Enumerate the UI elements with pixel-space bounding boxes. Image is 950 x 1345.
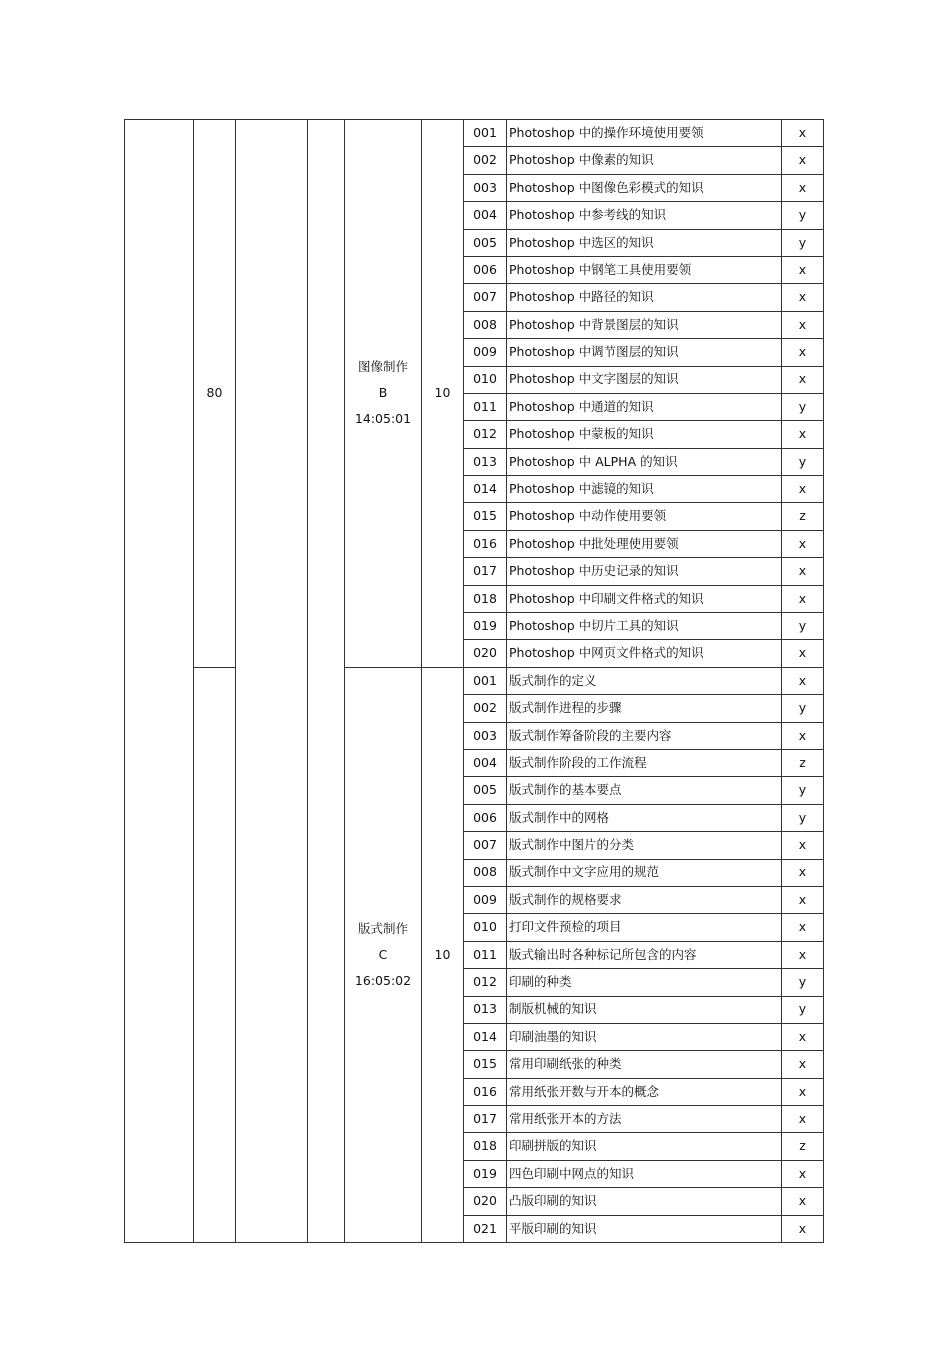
item-level: y	[782, 448, 824, 475]
item-level: x	[782, 640, 824, 667]
item-code: 004	[464, 202, 507, 229]
item-code: 019	[464, 613, 507, 640]
item-code: 010	[464, 366, 507, 393]
item-description: Photoshop 中批处理使用要领	[507, 530, 782, 557]
item-level: x	[782, 1051, 824, 1078]
item-description: Photoshop 中参考线的知识	[507, 202, 782, 229]
item-level: x	[782, 174, 824, 201]
item-code: 020	[464, 1188, 507, 1215]
blank-column-1	[125, 120, 194, 1243]
section-time: 14:05:01	[354, 411, 412, 427]
item-description: Photoshop 中动作使用要领	[507, 503, 782, 530]
section-code: B	[378, 385, 388, 401]
item-level: y	[782, 969, 824, 996]
item-description: 常用印刷纸张的种类	[507, 1051, 782, 1078]
item-code: 020	[464, 640, 507, 667]
section-weight-cell: 10	[422, 667, 464, 1242]
item-level: x	[782, 339, 824, 366]
item-code: 014	[464, 1023, 507, 1050]
item-description: 版式制作阶段的工作流程	[507, 749, 782, 776]
item-description: 版式制作进程的步骤	[507, 695, 782, 722]
item-description: 版式制作的基本要点	[507, 777, 782, 804]
item-description: 版式制作筹备阶段的主要内容	[507, 722, 782, 749]
item-code: 010	[464, 914, 507, 941]
item-level: y	[782, 202, 824, 229]
item-code: 005	[464, 777, 507, 804]
item-level: x	[782, 366, 824, 393]
item-code: 006	[464, 804, 507, 831]
item-description: Photoshop 中 ALPHA 的知识	[507, 448, 782, 475]
item-code: 011	[464, 941, 507, 968]
item-description: 版式制作的规格要求	[507, 886, 782, 913]
item-level: x	[782, 832, 824, 859]
item-code: 016	[464, 1078, 507, 1105]
item-level: x	[782, 120, 824, 147]
section-weight-cell: 10	[422, 120, 464, 668]
item-description: 版式制作中图片的分类	[507, 832, 782, 859]
item-code: 012	[464, 969, 507, 996]
item-code: 017	[464, 558, 507, 585]
item-description: 版式输出时各种标记所包含的内容	[507, 941, 782, 968]
item-description: 常用纸张开本的方法	[507, 1106, 782, 1133]
item-description: Photoshop 中选区的知识	[507, 229, 782, 256]
item-description: Photoshop 中蒙板的知识	[507, 421, 782, 448]
item-description: 印刷的种类	[507, 969, 782, 996]
section-code: C	[378, 946, 388, 962]
item-code: 008	[464, 859, 507, 886]
item-level: y	[782, 393, 824, 420]
item-level: x	[782, 1215, 824, 1242]
item-level: y	[782, 804, 824, 831]
item-level: x	[782, 530, 824, 557]
score-cell: 80	[194, 120, 236, 668]
item-code: 012	[464, 421, 507, 448]
item-code: 017	[464, 1106, 507, 1133]
item-description: 平版印刷的知识	[507, 1215, 782, 1242]
section-label-cell	[345, 120, 422, 668]
item-description: Photoshop 中钢笔工具使用要领	[507, 256, 782, 283]
table-row	[125, 667, 824, 694]
item-code: 018	[464, 585, 507, 612]
item-code: 005	[464, 229, 507, 256]
item-description: Photoshop 中历史记录的知识	[507, 558, 782, 585]
item-description: 四色印刷中网点的知识	[507, 1160, 782, 1187]
item-level: y	[782, 613, 824, 640]
item-description: Photoshop 中路径的知识	[507, 284, 782, 311]
item-code: 009	[464, 886, 507, 913]
item-level: x	[782, 421, 824, 448]
item-level: y	[782, 996, 824, 1023]
item-code: 001	[464, 120, 507, 147]
item-description: Photoshop 中网页文件格式的知识	[507, 640, 782, 667]
item-code: 018	[464, 1133, 507, 1160]
item-level: x	[782, 147, 824, 174]
item-level: x	[782, 1106, 824, 1133]
item-code: 004	[464, 749, 507, 776]
table-row	[125, 120, 824, 147]
item-code: 003	[464, 174, 507, 201]
item-description: 印刷油墨的知识	[507, 1023, 782, 1050]
item-level: x	[782, 256, 824, 283]
item-level: x	[782, 558, 824, 585]
item-code: 016	[464, 530, 507, 557]
item-code: 021	[464, 1215, 507, 1242]
item-description: 版式制作中文字应用的规范	[507, 859, 782, 886]
item-level: x	[782, 941, 824, 968]
item-code: 003	[464, 722, 507, 749]
item-code: 014	[464, 476, 507, 503]
item-level: z	[782, 749, 824, 776]
item-level: x	[782, 476, 824, 503]
item-level: x	[782, 585, 824, 612]
item-code: 007	[464, 284, 507, 311]
item-code: 006	[464, 256, 507, 283]
item-description: 印刷拼版的知识	[507, 1133, 782, 1160]
item-level: x	[782, 1160, 824, 1187]
item-level: x	[782, 886, 824, 913]
knowledge-table-sheet	[124, 119, 824, 1243]
score-cell-empty	[194, 667, 236, 1242]
knowledge-table	[124, 119, 824, 1243]
item-level: x	[782, 667, 824, 694]
item-level: y	[782, 229, 824, 256]
item-level: x	[782, 284, 824, 311]
item-description: Photoshop 中图像色彩模式的知识	[507, 174, 782, 201]
section-label-cell	[345, 667, 422, 1242]
item-level: y	[782, 777, 824, 804]
item-description: Photoshop 中文字图层的知识	[507, 366, 782, 393]
item-code: 002	[464, 147, 507, 174]
section-title: 版式制作	[357, 920, 408, 936]
item-level: x	[782, 311, 824, 338]
item-code: 015	[464, 1051, 507, 1078]
item-description: 打印文件预检的项目	[507, 914, 782, 941]
item-level: x	[782, 1078, 824, 1105]
item-description: Photoshop 中调节图层的知识	[507, 339, 782, 366]
item-description: Photoshop 中通道的知识	[507, 393, 782, 420]
item-description: Photoshop 中印刷文件格式的知识	[507, 585, 782, 612]
item-description: Photoshop 中的操作环境使用要领	[507, 120, 782, 147]
item-level: x	[782, 1188, 824, 1215]
item-description: Photoshop 中像素的知识	[507, 147, 782, 174]
item-code: 002	[464, 695, 507, 722]
item-level: z	[782, 503, 824, 530]
item-level: x	[782, 722, 824, 749]
item-code: 001	[464, 667, 507, 694]
item-level: x	[782, 914, 824, 941]
item-level: z	[782, 1133, 824, 1160]
item-description: Photoshop 中切片工具的知识	[507, 613, 782, 640]
item-code: 013	[464, 996, 507, 1023]
item-description: 制版机械的知识	[507, 996, 782, 1023]
item-description: Photoshop 中背景图层的知识	[507, 311, 782, 338]
section-title: 图像制作	[357, 359, 408, 375]
item-code: 011	[464, 393, 507, 420]
section-time: 16:05:02	[354, 972, 412, 988]
item-code: 007	[464, 832, 507, 859]
item-description: 凸版印刷的知识	[507, 1188, 782, 1215]
blank-column-4	[308, 120, 345, 1243]
item-code: 009	[464, 339, 507, 366]
item-code: 015	[464, 503, 507, 530]
item-description: 常用纸张开数与开本的概念	[507, 1078, 782, 1105]
item-description: 版式制作的定义	[507, 667, 782, 694]
item-description: Photoshop 中滤镜的知识	[507, 476, 782, 503]
item-code: 008	[464, 311, 507, 338]
item-code: 019	[464, 1160, 507, 1187]
item-description: 版式制作中的网格	[507, 804, 782, 831]
item-level: y	[782, 695, 824, 722]
blank-column-3	[236, 120, 308, 1243]
item-level: x	[782, 1023, 824, 1050]
item-level: x	[782, 859, 824, 886]
item-code: 013	[464, 448, 507, 475]
